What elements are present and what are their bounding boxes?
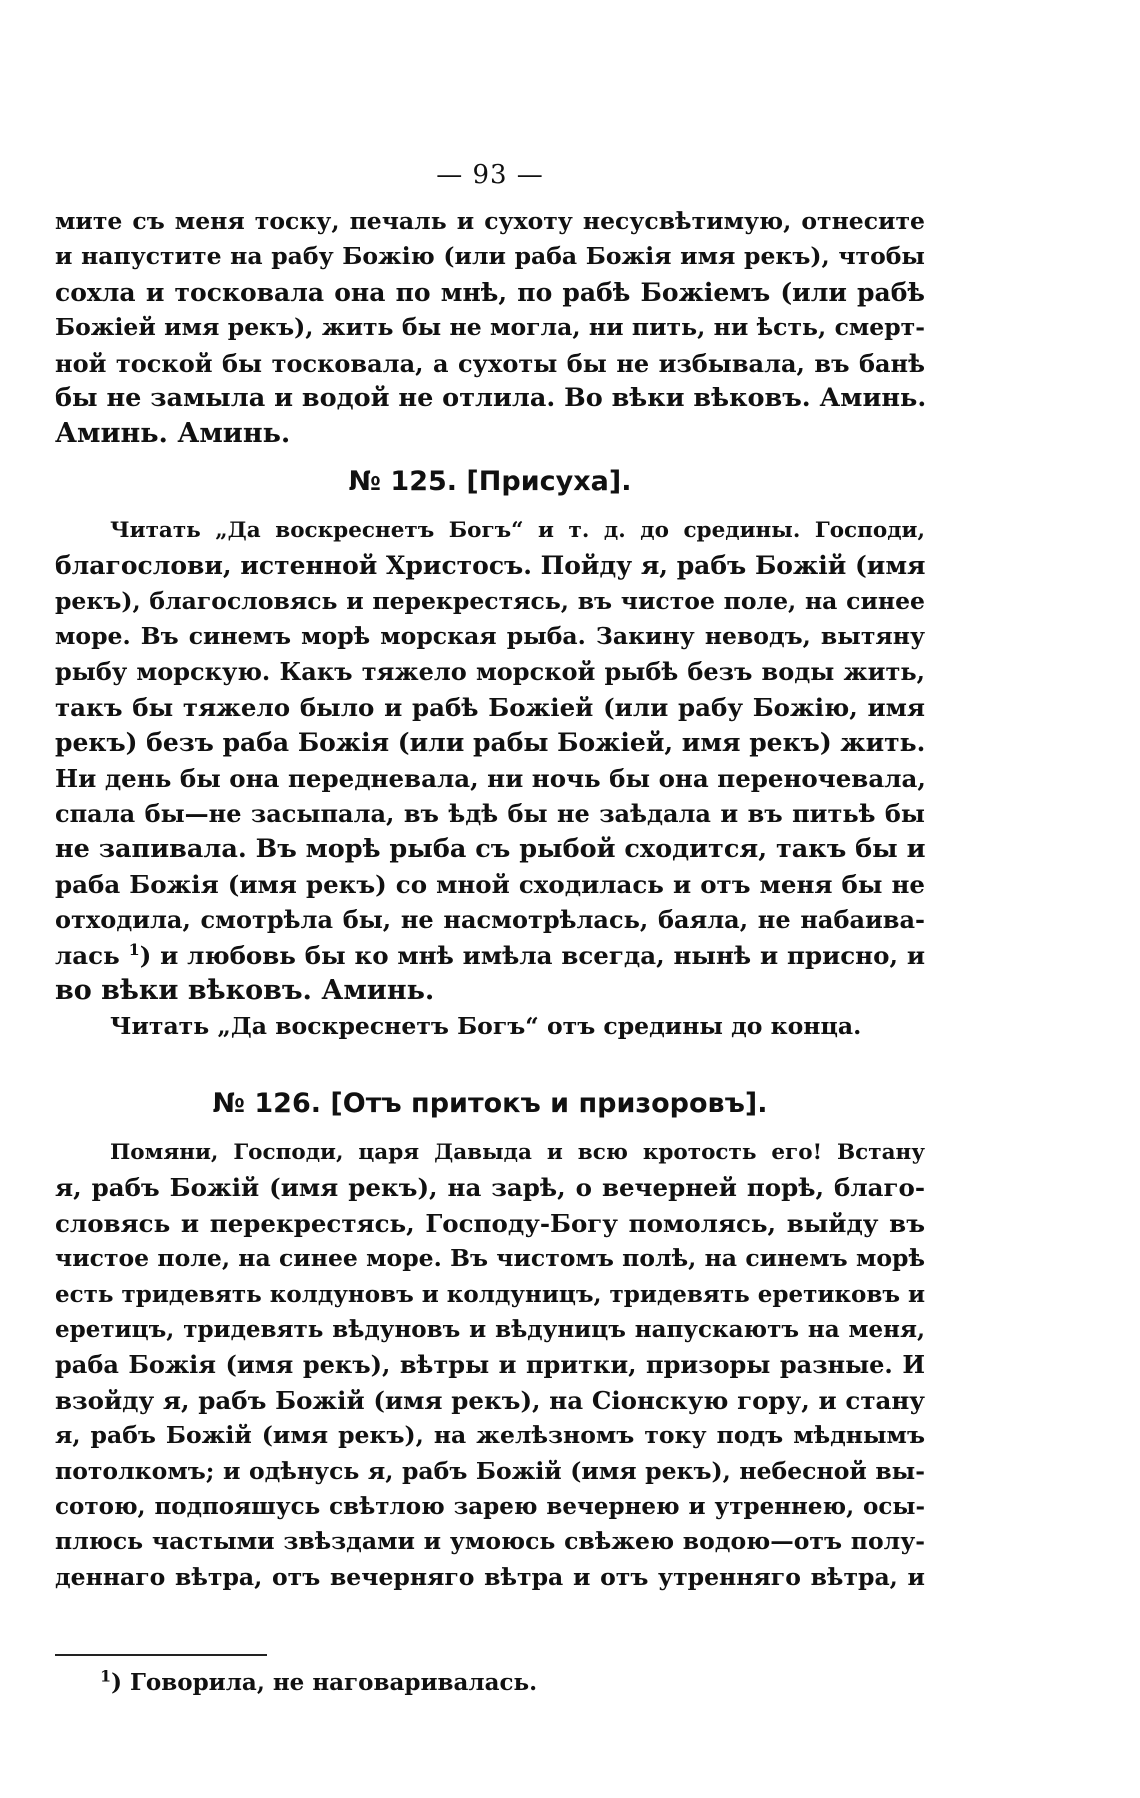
footnote-reference: 1 — [128, 939, 140, 959]
text-line: я, рабъ Божій (имя рекъ), на желѣзномъ току подъ мѣднымъ — [55, 1421, 925, 1450]
footnote-divider — [55, 1654, 267, 1656]
text-line: чистое поле, на синее море. Въ чистомъ полѣ, на синемъ морѣ — [55, 1244, 925, 1273]
footnote — [100, 1668, 537, 1698]
section-125-paragraph — [55, 513, 925, 1044]
page-number: — 93 — — [436, 160, 544, 190]
text-line: еретицъ, тридевять вѣдуновъ и вѣдуницъ напускаютъ на меня, — [55, 1315, 925, 1343]
text-line: Читать „Да воскреснетъ Богъ“ и т. д. до средины. Господи, — [110, 517, 925, 543]
text-line: я, рабъ Божій (имя рекъ), на зарѣ, о вечерней порѣ, благо- — [55, 1173, 925, 1203]
text-line: деннаго вѣтра, отъ вечерняго вѣтра и отъ утренняго вѣтра, и — [55, 1562, 925, 1591]
text-line: благослови, истенной Христосъ. Пойду я, рабъ Божій (имя — [55, 551, 926, 581]
line-end: ) и любовь бы ко мнѣ имѣла всегда, нынѣ и присно, и — [139, 940, 925, 970]
text-line: такъ бы тяжело было и рабѣ Божіей (или рабу Божію, имя — [55, 692, 925, 722]
text-line: во вѣки вѣковъ. Аминь. — [55, 975, 435, 1007]
text-line: отходила, смотрѣла бы, не насмотрѣлась, баяла, не набаива- — [55, 905, 925, 935]
text-line: словясь и перекрестясь, Господу-Богу помолясь, выйду въ — [55, 1208, 925, 1238]
text-line: не запивала. Въ морѣ рыба съ рыбой сходится, такъ бы и — [55, 833, 926, 864]
text-line: море. Въ синемъ морѣ морская рыба. Закину неводъ, вытяну — [55, 622, 925, 651]
text-line: взойду я, рабъ Божій (имя рекъ), на Сіонскую гору, и стану — [55, 1385, 925, 1415]
book-page — [55, 160, 925, 1595]
text-line: раба Божія (имя рекъ), вѣтры и притки, призоры разные. И — [55, 1350, 925, 1380]
text-line: ной тоской бы тосковала, а сухоты бы не избывала, въ банѣ — [55, 348, 925, 378]
intro-paragraph — [55, 204, 925, 452]
text-line: рекъ) безъ раба Божія (или рабы Божіей, имя рекъ) жить. — [55, 728, 926, 758]
footnote-marker: 1 — [100, 1666, 112, 1686]
section-125-heading: № 125. [Присуха]. — [348, 465, 632, 497]
text-line: бы не замыла и водой не отлила. Во вѣки вѣковъ. Аминь. — [55, 383, 927, 414]
text-line: Аминь. Аминь. — [55, 418, 291, 450]
text-line: потолкомъ; и одѣнусь я, рабъ Божій (имя рекъ), небесной вы- — [55, 1456, 925, 1485]
text-line: спала бы—не засыпала, въ ѣдѣ бы не заѣдала и въ питьѣ бы — [55, 799, 925, 829]
text-line: сотою, подпояшусь свѣтлою зарею вечернею и утреннею, осы- — [55, 1493, 925, 1520]
text-line: раба Божія (имя рекъ) со мной сходилась и отъ меня бы не — [55, 869, 925, 899]
text-line: сохла и тосковала она по мнѣ, по рабѣ Божіемъ (или рабѣ — [55, 277, 925, 307]
text-line: рекъ), благословясь и перекрестясь, въ чистое поле, на синее — [55, 586, 925, 615]
text-line: рыбу морскую. Какъ тяжело морской рыбѣ безъ воды жить, — [55, 657, 925, 687]
text-line-with-footnote — [55, 938, 925, 973]
text-line: мите съ меня тоску, печаль и сухоту несусвѣтимую, отнесите — [55, 207, 925, 235]
text-line: есть тридевять колдуновъ и колдуницъ, тридевять еретиковъ и — [55, 1280, 926, 1308]
text-line: плюсь частыми звѣздами и умоюсь свѣжею водою—отъ полу- — [55, 1527, 925, 1556]
line-start: лась — [55, 940, 120, 970]
text-line: Помяни, Господи, царя Давыда и всю кротость его! Встану — [110, 1139, 925, 1165]
text-line: и напустите на рабу Божію (или раба Божія имя рекъ), чтобы — [55, 242, 925, 271]
text-line: Ни день бы она передневала, ни ночь бы она переночевала, — [55, 763, 926, 793]
text-line: Божіей имя рекъ), жить бы не могла, ни пить, ни ѣсть, смерт- — [55, 313, 925, 342]
section-126-paragraph — [55, 1135, 925, 1595]
section-126-heading: № 126. [Отъ притокъ и призоровъ]. — [212, 1087, 768, 1119]
text-line: Читать „Да воскреснетъ Богъ“ отъ средины до конца. — [110, 1011, 862, 1040]
footnote-text: ) Говорила, не наговаривалась. — [111, 1669, 538, 1696]
